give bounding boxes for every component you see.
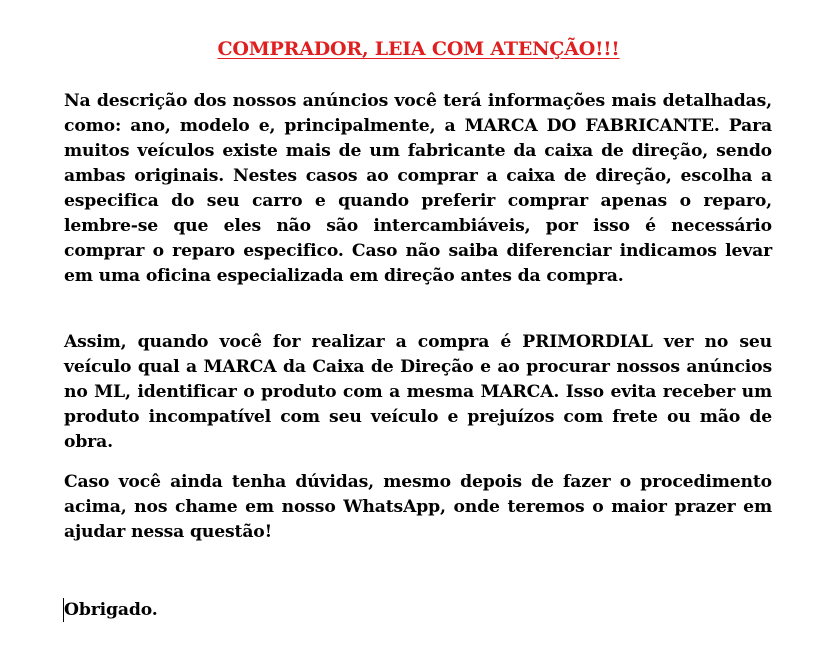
paragraph-contact: Caso você ainda tenha dúvidas, mesmo depois de fazer o procedimento acima, nos chame em nosso WhatsApp, onde teremos o maior prazer em ajudar nessa questão! bbox=[64, 472, 772, 542]
paragraph-purchase-advice: Assim, quando você for realizar a compra é PRIMORDIAL ver no seu veículo qual a MARCA da Caixa de Direção e ao procurar nossos anúncios no ML, identificar o produto com a mesma MARCA. Isso evita receber um produto incompatível com seu veículo e prejuízos com frete ou mão de obra. bbox=[64, 332, 772, 452]
text-cursor bbox=[63, 598, 64, 622]
closing-text: Obrigado. bbox=[64, 600, 158, 620]
paragraph-description: Na descrição dos nossos anúncios você terá informações mais detalhadas, como: ano, modelo e, principalmente, a MARCA DO FABRICANTE. Para muitos veículos existe mais de um fabricante da caixa de direção, sendo ambas originais. Nestes casos ao comprar a caixa de direção, escolha a especifica do seu carro e quando preferir comprar apenas o reparo, lembre-se que eles não são intercambiáveis, por isso é necessário comprar o reparo especifico. Caso não saiba diferenciar indicamos levar em uma oficina especializada em direção antes da compra. bbox=[64, 91, 772, 286]
document-title: COMPRADOR, LEIA COM ATENÇÃO!!! bbox=[217, 38, 620, 60]
